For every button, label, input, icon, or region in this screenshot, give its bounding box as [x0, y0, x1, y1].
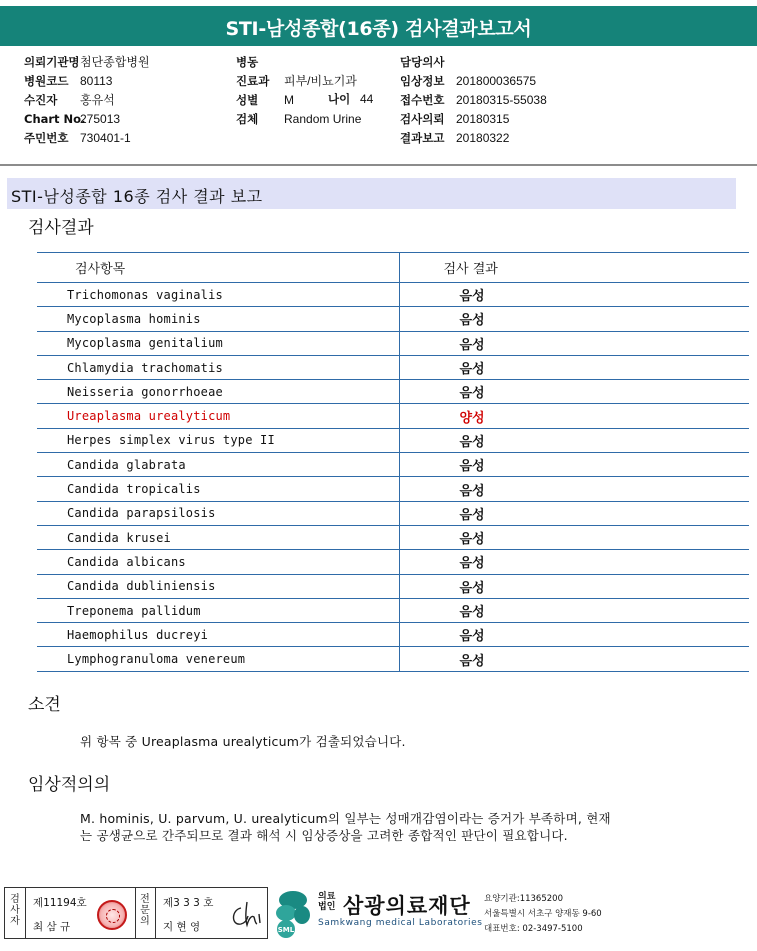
header-field-value: 홍유석	[80, 93, 115, 107]
header-field	[24, 91, 150, 110]
table-row	[37, 647, 749, 671]
test-item-name: Lymphogranuloma venereum	[37, 647, 399, 671]
org-english-name: Samkwang medical Laboratories	[318, 918, 483, 928]
table-row	[37, 623, 749, 647]
test-item-name: Candida parapsilosis	[37, 501, 399, 525]
specialist-label: 전 문 의	[140, 894, 150, 927]
table-row	[37, 307, 749, 331]
org-info-phone: 대표번호: 02-3497-5100	[484, 924, 583, 934]
header-field-value: 20180322	[456, 131, 510, 145]
column-header-item: 검사항목	[37, 253, 399, 283]
header-divider	[0, 164, 757, 166]
header-field	[400, 91, 547, 110]
header-field-value: 20180315-55038	[456, 93, 547, 107]
header-field	[236, 53, 361, 72]
header-field-value: 피부/비뇨기과	[284, 74, 357, 88]
header-field-label: 결과보고	[400, 131, 445, 145]
test-result: 음성	[399, 453, 749, 477]
test-item-name: Mycoplasma genitalium	[37, 331, 399, 355]
table-row	[37, 477, 749, 501]
table-row	[37, 453, 749, 477]
results-table	[37, 252, 749, 672]
table-row	[37, 525, 749, 549]
specialist-signature	[227, 900, 263, 930]
org-info	[484, 892, 602, 937]
table-row	[37, 331, 749, 355]
header-field-value: 730401-1	[80, 131, 131, 145]
clinical-heading: 임상적의의	[28, 775, 111, 795]
table-row	[37, 501, 749, 525]
table-row	[37, 550, 749, 574]
header-col-3	[400, 53, 547, 148]
test-item-name: Candida krusei	[37, 525, 399, 549]
table-row	[37, 428, 749, 452]
results-heading: 검사결과	[28, 218, 94, 238]
test-item-name: Haemophilus ducreyi	[37, 623, 399, 647]
test-result: 음성	[399, 355, 749, 379]
sml-logo-icon	[272, 889, 312, 939]
test-result: 음성	[399, 647, 749, 671]
test-item-name: Candida glabrata	[37, 453, 399, 477]
opinion-text: 위 항목 중 Ureaplasma urealyticum가 검출되었습니다.	[80, 734, 406, 749]
test-result: 음성	[399, 550, 749, 574]
specialist-license: 제3 3 3 호	[163, 897, 214, 909]
org-info-address: 서울특별시 서초구 양재동 9-60	[484, 909, 602, 919]
table-row	[37, 574, 749, 598]
test-item-name: Trichomonas vaginalis	[37, 283, 399, 307]
header-field	[236, 110, 361, 129]
tester-license: 제11194호	[33, 897, 87, 909]
test-result: 음성	[399, 307, 749, 331]
logo-text: SML	[277, 926, 295, 934]
header-field-label: 검체	[236, 112, 259, 126]
header-field-value: 275013	[80, 112, 121, 126]
test-item-name: Chlamydia trachomatis	[37, 355, 399, 379]
tester-label: 검 사 자	[10, 894, 20, 927]
test-result: 음성	[399, 380, 749, 404]
header-field-value: 201800036575	[456, 74, 537, 88]
test-item-name: Candida tropicalis	[37, 477, 399, 501]
header-field	[400, 129, 547, 148]
test-item-name: Candida albicans	[37, 550, 399, 574]
header-field	[24, 110, 150, 129]
header-field-label: 병동	[236, 55, 259, 69]
header-col-1	[24, 53, 150, 148]
org-type: 의료 법인	[318, 892, 336, 912]
report-footer	[0, 884, 757, 944]
clinical-text-line-1: M. hominis, U. parvum, U. urealyticum의 일부는 성매개감염이라는 증거가 부족하며, 현재	[80, 811, 611, 826]
header-field-label: 임상정보	[400, 74, 445, 88]
opinion-heading: 소견	[28, 695, 61, 715]
header-field-label: Chart No.	[24, 112, 86, 126]
header-field-label: 접수번호	[400, 93, 445, 107]
header-field-value: M	[284, 93, 294, 107]
test-result: 음성	[399, 428, 749, 452]
test-item-name: Ureaplasma urealyticum	[37, 404, 399, 428]
header-field-value: 첨단종합병원	[80, 55, 150, 69]
table-header-row	[37, 253, 749, 283]
specialist-name: 지 현 영	[163, 921, 201, 933]
test-item-name: Herpes simplex virus type II	[37, 428, 399, 452]
header-field-value: Random Urine	[284, 112, 362, 126]
header-field-label: 검사의뢰	[400, 112, 445, 126]
header-field-label: 의뢰기관명	[24, 55, 80, 69]
test-result: 음성	[399, 283, 749, 307]
header-field	[24, 129, 150, 148]
test-item-name: Treponema pallidum	[37, 598, 399, 622]
test-result: 음성	[399, 623, 749, 647]
test-result: 음성	[399, 477, 749, 501]
test-result: 음성	[399, 525, 749, 549]
section-title: STI-남성종합 16종 검사 결과 보고	[11, 187, 263, 206]
test-result: 음성	[399, 598, 749, 622]
age-value: 44	[360, 92, 374, 106]
report-title: STI-남성종합(16종) 검사결과보고서	[225, 18, 532, 40]
header-field-label: 담당의사	[400, 55, 445, 69]
report-title-bar	[0, 6, 757, 46]
table-row	[37, 404, 749, 428]
table-row	[37, 283, 749, 307]
header-field	[24, 72, 150, 91]
test-item-name: Candida dubliniensis	[37, 574, 399, 598]
test-result: 양성	[399, 404, 749, 428]
header-field	[400, 72, 547, 91]
test-result: 음성	[399, 574, 749, 598]
tester-name: 최 삼 규	[33, 921, 71, 933]
test-result: 음성	[399, 501, 749, 525]
signature-box	[4, 887, 268, 939]
section-band	[7, 178, 736, 209]
column-header-result: 검사 결과	[399, 253, 749, 283]
header-field	[400, 110, 547, 129]
header-field-label: 진료과	[236, 74, 270, 88]
test-item-name: Mycoplasma hominis	[37, 307, 399, 331]
test-result: 음성	[399, 331, 749, 355]
header-field-label: 병원코드	[24, 74, 69, 88]
header-field-label: 수진자	[24, 93, 58, 107]
header-field-value: 80113	[80, 74, 113, 88]
test-item-name: Neisseria gonorrhoeae	[37, 380, 399, 404]
header-field-label: 주민번호	[24, 131, 69, 145]
header-field-label: 성별	[236, 93, 259, 107]
org-info-code: 요양기관:11365200	[484, 894, 563, 904]
header-field	[400, 53, 547, 72]
tester-seal	[97, 900, 127, 930]
header-field	[236, 72, 361, 91]
clinical-text-line-2: 는 공생균으로 간주되므로 결과 해석 시 임상증상을 고려한 종합적인 판단이 필요합니다.	[80, 828, 568, 843]
header-field	[24, 53, 150, 72]
table-row	[37, 380, 749, 404]
header-field-value: 20180315	[456, 112, 510, 126]
table-row	[37, 355, 749, 379]
org-name: 삼광의료재단	[343, 894, 471, 918]
age-label: 나이	[328, 92, 351, 106]
table-row	[37, 598, 749, 622]
